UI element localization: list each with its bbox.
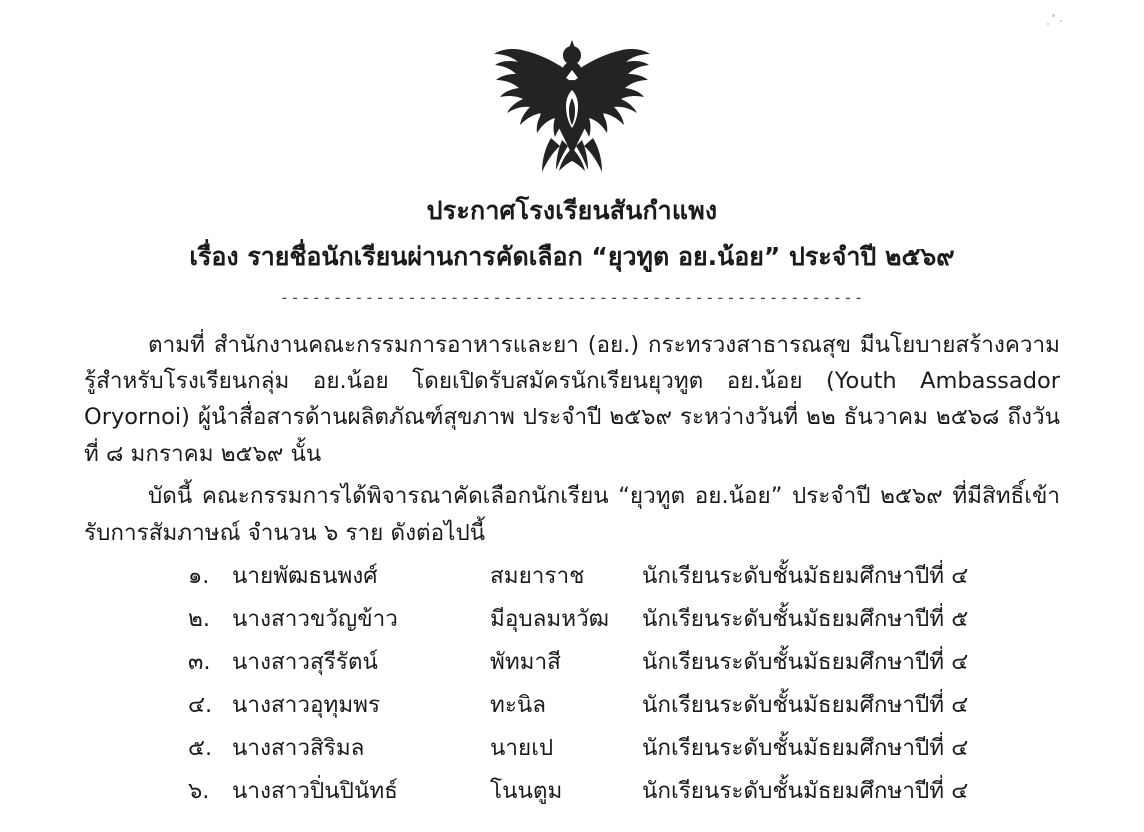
list-item-level: นักเรียนระดับชั้นมัธยมศึกษาปีที่ ๔ — [642, 649, 969, 676]
list-item-name: นางสาวอุทุมพร — [232, 692, 381, 719]
document-subject: เรื่อง รายชื่อนักเรียนผ่านการคัดเลือก “ยุวทูต อย.น้อย” ประจำปี ๒๕๖๙ — [189, 241, 955, 271]
page-title: ประกาศโรงเรียนสันกำแพง — [426, 196, 718, 225]
list-item-surname: มีอุบลมหวัฒ — [490, 606, 610, 633]
list-item-level: นักเรียนระดับชั้นมัธยมศึกษาปีที่ ๕ — [642, 606, 969, 633]
paragraph-2: บัดนี้ คณะกรรมการได้พิจารณาคัดเลือกนักเรียน “ยุวทูต อย.น้อย” ประจำปี ๒๕๖๙ ที่มีสิทธิ์เข้ารับการสัมภาษณ์ จำนวน ๖ ราย ดังต่อไปนี้ — [84, 483, 1060, 546]
divider: ------------------------------------------------------- — [279, 287, 865, 307]
list-item-number: ๑. — [188, 563, 210, 590]
list-item-level: นักเรียนระดับชั้นมัธยมศึกษาปีที่ ๔ — [642, 563, 969, 590]
selected-students-list — [188, 565, 1060, 823]
list-item — [188, 651, 1060, 694]
list-item-surname: นายเป — [490, 735, 554, 762]
list-item — [188, 780, 1060, 823]
scan-speckle — [1060, 20, 1062, 22]
paragraph-1: ตามที่ สำนักงานคณะกรรมการอาหารและยา (อย.) กระทรวงสาธารณสุข มีนโยบายสร้างความรู้สำหรับโรงเรียนกลุ่ม อย.น้อย โดยเปิดรับสมัครนักเรียนยุวทูต อย.น้อย (Youth Ambassador Oryornoi) ผู้นำสื่อสารด้านผลิตภัณฑ์สุขภาพ ประจำปี ๒๕๖๙ ระหว่างวันที่ ๒๒ ธันวาคม ๒๕๖๘ ถึงวันที่ ๘ มกราคม ๒๕๖๙ นั้น — [84, 331, 1060, 467]
list-item-surname: พัทมาสี — [490, 649, 561, 676]
list-item-level: นักเรียนระดับชั้นมัธยมศึกษาปีที่ ๔ — [642, 735, 969, 762]
emblem-container — [84, 0, 1060, 188]
list-item-surname: สมยาราช — [490, 563, 585, 590]
scan-speckle — [1052, 14, 1055, 17]
list-item-number: ๕. — [188, 735, 213, 762]
list-item-name: นางสาวสุรีรัตน์ — [232, 649, 378, 676]
list-item-name: นางสาวสิริมล — [232, 735, 365, 762]
list-item-number: ๓. — [188, 649, 211, 676]
list-item-surname: ทะนิล — [490, 692, 547, 719]
list-item — [188, 565, 1060, 608]
list-item-name: นางสาวขวัญข้าว — [232, 606, 398, 633]
list-item — [188, 737, 1060, 780]
list-item — [188, 694, 1060, 737]
list-item-name: นางสาวปิ่นปินัทธ์ — [232, 778, 398, 805]
list-item-number: ๔. — [188, 692, 213, 719]
document-body — [84, 327, 1060, 552]
list-item-level: นักเรียนระดับชั้นมัธยมศึกษาปีที่ ๔ — [642, 692, 969, 719]
scan-speckle — [1047, 23, 1049, 25]
list-item-number: ๖. — [188, 778, 210, 805]
list-item-name: นายพัฒธนพงศ์ — [232, 563, 378, 590]
list-item-level: นักเรียนระดับชั้นมัธยมศึกษาปีที่ ๔ — [642, 778, 969, 805]
list-item — [188, 608, 1060, 651]
list-item-surname: โนนตูม — [490, 778, 563, 805]
garuda-emblem-icon — [482, 28, 662, 188]
list-item-number: ๒. — [188, 606, 210, 633]
